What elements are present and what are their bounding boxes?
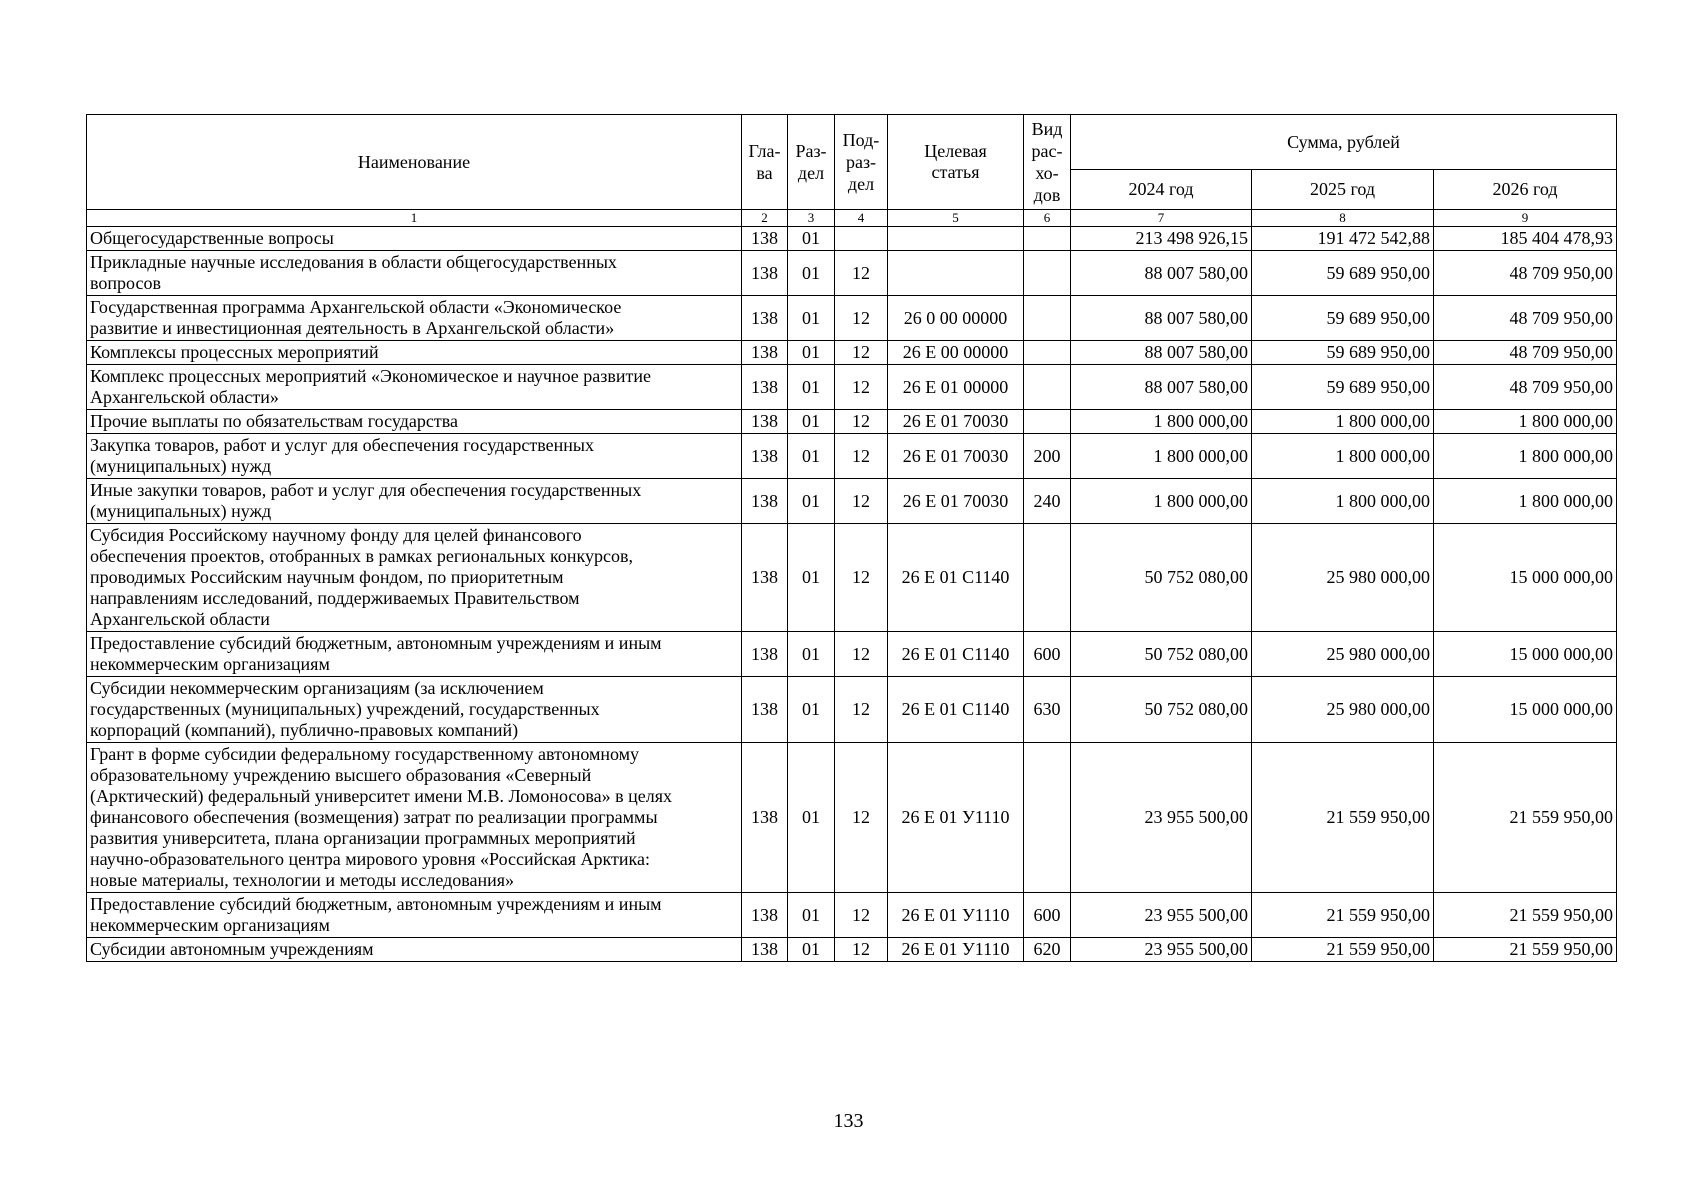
row-expense-type: 630 [1024, 677, 1071, 743]
row-name: Предоставление субсидий бюджетным, автономным учреждениям и иным некоммерческим организациям [87, 632, 742, 677]
row-name: Прикладные научные исследования в области общегосударственных вопросов [87, 251, 742, 296]
header-name: Наименование [87, 115, 742, 210]
row-name: Предоставление субсидий бюджетным, автономным учреждениям и иным некоммерческим организациям [87, 893, 742, 938]
row-razdel: 01 [788, 938, 835, 962]
row-sum-2024: 213 498 926,15 [1071, 227, 1252, 251]
row-sum-2025: 1 800 000,00 [1252, 434, 1434, 479]
row-sum-2025: 1 800 000,00 [1252, 410, 1434, 434]
table-row [87, 251, 1617, 296]
row-podrazdel: 12 [835, 479, 888, 524]
row-razdel: 01 [788, 410, 835, 434]
row-razdel: 01 [788, 296, 835, 341]
row-target-article: 26 Е 01 70030 [888, 434, 1024, 479]
row-name: Субсидия Российскому научному фонду для целей финансового обеспечения проектов, отобранных в рамках региональных конкурсов, проводимых Российским научным фондом, по приоритетным направлениям исследований, поддерживаемых Правительством Архангельской области [87, 524, 742, 632]
row-sum-2025: 59 689 950,00 [1252, 365, 1434, 410]
row-glava: 138 [742, 893, 788, 938]
table-row [87, 296, 1617, 341]
row-expense-type [1024, 296, 1071, 341]
row-glava: 138 [742, 410, 788, 434]
row-podrazdel: 12 [835, 296, 888, 341]
table-row [87, 938, 1617, 962]
row-razdel: 01 [788, 434, 835, 479]
row-glava: 138 [742, 296, 788, 341]
row-target-article: 26 Е 01 У1110 [888, 743, 1024, 893]
row-target-article: 26 Е 01 С1140 [888, 632, 1024, 677]
row-sum-2024: 1 800 000,00 [1071, 434, 1252, 479]
row-sum-2025: 191 472 542,88 [1252, 227, 1434, 251]
row-sum-2024: 50 752 080,00 [1071, 524, 1252, 632]
row-sum-2026: 21 559 950,00 [1434, 893, 1617, 938]
row-glava: 138 [742, 524, 788, 632]
row-podrazdel: 12 [835, 410, 888, 434]
row-razdel: 01 [788, 524, 835, 632]
row-sum-2024: 50 752 080,00 [1071, 677, 1252, 743]
header-glava: Гла- ва [742, 115, 788, 210]
row-sum-2026: 1 800 000,00 [1434, 479, 1617, 524]
row-target-article: 26 Е 01 70030 [888, 479, 1024, 524]
row-glava: 138 [742, 227, 788, 251]
page-number: 133 [833, 1110, 864, 1132]
row-target-article: 26 Е 00 00000 [888, 341, 1024, 365]
header-podrazdel: Под- раз- дел [835, 115, 888, 210]
row-sum-2026: 15 000 000,00 [1434, 677, 1617, 743]
row-sum-2025: 59 689 950,00 [1252, 341, 1434, 365]
row-sum-2026: 1 800 000,00 [1434, 410, 1617, 434]
row-sum-2024: 88 007 580,00 [1071, 365, 1252, 410]
table-row [87, 434, 1617, 479]
row-sum-2026: 48 709 950,00 [1434, 296, 1617, 341]
row-expense-type [1024, 743, 1071, 893]
column-number: 1 [87, 210, 742, 227]
row-target-article [888, 227, 1024, 251]
row-sum-2024: 1 800 000,00 [1071, 410, 1252, 434]
row-name: Комплексы процессных мероприятий [87, 341, 742, 365]
column-number: 2 [742, 210, 788, 227]
row-podrazdel: 12 [835, 743, 888, 893]
row-sum-2026: 1 800 000,00 [1434, 434, 1617, 479]
row-podrazdel: 12 [835, 632, 888, 677]
row-expense-type [1024, 227, 1071, 251]
row-sum-2026: 15 000 000,00 [1434, 632, 1617, 677]
header-year-2025: 2025 год [1252, 170, 1434, 210]
row-sum-2025: 25 980 000,00 [1252, 632, 1434, 677]
table-row [87, 227, 1617, 251]
row-sum-2025: 25 980 000,00 [1252, 524, 1434, 632]
row-glava: 138 [742, 341, 788, 365]
row-glava: 138 [742, 632, 788, 677]
row-glava: 138 [742, 743, 788, 893]
row-name: Прочие выплаты по обязательствам государства [87, 410, 742, 434]
row-name: Иные закупки товаров, работ и услуг для обеспечения государственных (муниципальных) нужд [87, 479, 742, 524]
row-target-article [888, 251, 1024, 296]
column-number: 8 [1252, 210, 1434, 227]
header-razdel: Раз- дел [788, 115, 835, 210]
row-name: Общегосударственные вопросы [87, 227, 742, 251]
row-name: Закупка товаров, работ и услуг для обеспечения государственных (муниципальных) нужд [87, 434, 742, 479]
row-podrazdel: 12 [835, 434, 888, 479]
row-name: Комплекс процессных мероприятий «Экономическое и научное развитие Архангельской области» [87, 365, 742, 410]
table-header [87, 115, 1617, 227]
row-podrazdel: 12 [835, 893, 888, 938]
table-row [87, 410, 1617, 434]
row-expense-type: 200 [1024, 434, 1071, 479]
row-sum-2026: 185 404 478,93 [1434, 227, 1617, 251]
row-sum-2024: 23 955 500,00 [1071, 743, 1252, 893]
row-glava: 138 [742, 938, 788, 962]
header-target: Целевая статья [888, 115, 1024, 210]
row-sum-2024: 50 752 080,00 [1071, 632, 1252, 677]
row-razdel: 01 [788, 632, 835, 677]
row-podrazdel: 12 [835, 677, 888, 743]
row-sum-2026: 48 709 950,00 [1434, 341, 1617, 365]
row-razdel: 01 [788, 479, 835, 524]
row-target-article: 26 Е 01 С1140 [888, 524, 1024, 632]
row-sum-2026: 15 000 000,00 [1434, 524, 1617, 632]
row-razdel: 01 [788, 743, 835, 893]
row-expense-type [1024, 410, 1071, 434]
row-expense-type [1024, 341, 1071, 365]
row-sum-2026: 21 559 950,00 [1434, 938, 1617, 962]
table-row [87, 341, 1617, 365]
row-target-article: 26 Е 01 С1140 [888, 677, 1024, 743]
table-body [87, 227, 1617, 962]
row-razdel: 01 [788, 227, 835, 251]
header-year-2026: 2026 год [1434, 170, 1617, 210]
table-row [87, 524, 1617, 632]
row-sum-2024: 23 955 500,00 [1071, 893, 1252, 938]
row-sum-2025: 59 689 950,00 [1252, 251, 1434, 296]
row-target-article: 26 Е 01 70030 [888, 410, 1024, 434]
row-sum-2024: 23 955 500,00 [1071, 938, 1252, 962]
row-sum-2024: 1 800 000,00 [1071, 479, 1252, 524]
row-podrazdel: 12 [835, 251, 888, 296]
row-podrazdel: 12 [835, 524, 888, 632]
row-expense-type [1024, 251, 1071, 296]
row-sum-2024: 88 007 580,00 [1071, 341, 1252, 365]
row-target-article: 26 0 00 00000 [888, 296, 1024, 341]
row-razdel: 01 [788, 677, 835, 743]
table-row [87, 365, 1617, 410]
row-name: Субсидии некоммерческим организациям (за исключением государственных (муниципальных) учреждений, государственных корпораций (компаний), публично-правовых компаний) [87, 677, 742, 743]
row-expense-type: 600 [1024, 632, 1071, 677]
table-row [87, 479, 1617, 524]
table-row [87, 743, 1617, 893]
row-sum-2025: 21 559 950,00 [1252, 938, 1434, 962]
column-number: 5 [888, 210, 1024, 227]
row-razdel: 01 [788, 365, 835, 410]
row-sum-2025: 59 689 950,00 [1252, 296, 1434, 341]
row-sum-2025: 25 980 000,00 [1252, 677, 1434, 743]
row-glava: 138 [742, 479, 788, 524]
row-podrazdel: 12 [835, 365, 888, 410]
row-sum-2026: 48 709 950,00 [1434, 251, 1617, 296]
header-year-2024: 2024 год [1071, 170, 1252, 210]
column-number: 7 [1071, 210, 1252, 227]
row-expense-type: 600 [1024, 893, 1071, 938]
column-number: 4 [835, 210, 888, 227]
row-target-article: 26 Е 01 У1110 [888, 893, 1024, 938]
row-sum-2025: 1 800 000,00 [1252, 479, 1434, 524]
row-expense-type: 620 [1024, 938, 1071, 962]
row-podrazdel: 12 [835, 938, 888, 962]
table-row [87, 893, 1617, 938]
row-sum-2026: 48 709 950,00 [1434, 365, 1617, 410]
row-sum-2025: 21 559 950,00 [1252, 893, 1434, 938]
row-sum-2024: 88 007 580,00 [1071, 251, 1252, 296]
table-row [87, 632, 1617, 677]
column-number: 9 [1434, 210, 1617, 227]
row-expense-type [1024, 524, 1071, 632]
header-sum: Сумма, рублей [1071, 115, 1617, 170]
row-podrazdel [835, 227, 888, 251]
row-glava: 138 [742, 365, 788, 410]
row-sum-2025: 21 559 950,00 [1252, 743, 1434, 893]
row-sum-2024: 88 007 580,00 [1071, 296, 1252, 341]
row-glava: 138 [742, 677, 788, 743]
row-name: Государственная программа Архангельской области «Экономическое развитие и инвестиционная деятельность в Архангельской области» [87, 296, 742, 341]
row-glava: 138 [742, 251, 788, 296]
header-vid: Вид рас- хо- дов [1024, 115, 1071, 210]
table-row [87, 677, 1617, 743]
row-target-article: 26 Е 01 00000 [888, 365, 1024, 410]
row-name: Грант в форме субсидии федеральному государственному автономному образовательному учреждению высшего образования «Северный (Арктический) федеральный университет имени М.В. Ломоносова» в целях финансового обеспечения (возмещения) затрат по реализации программы развития университета, плана организации программных мероприятий научно-образовательного центра мирового уровня «Российская Арктика: новые материалы, технологии и методы исследования» [87, 743, 742, 893]
row-name: Субсидии автономным учреждениям [87, 938, 742, 962]
row-expense-type: 240 [1024, 479, 1071, 524]
budget-table [86, 114, 1617, 962]
column-number: 6 [1024, 210, 1071, 227]
row-expense-type [1024, 365, 1071, 410]
row-podrazdel: 12 [835, 341, 888, 365]
row-razdel: 01 [788, 893, 835, 938]
row-target-article: 26 Е 01 У1110 [888, 938, 1024, 962]
column-number: 3 [788, 210, 835, 227]
row-sum-2026: 21 559 950,00 [1434, 743, 1617, 893]
row-glava: 138 [742, 434, 788, 479]
row-razdel: 01 [788, 251, 835, 296]
row-razdel: 01 [788, 341, 835, 365]
